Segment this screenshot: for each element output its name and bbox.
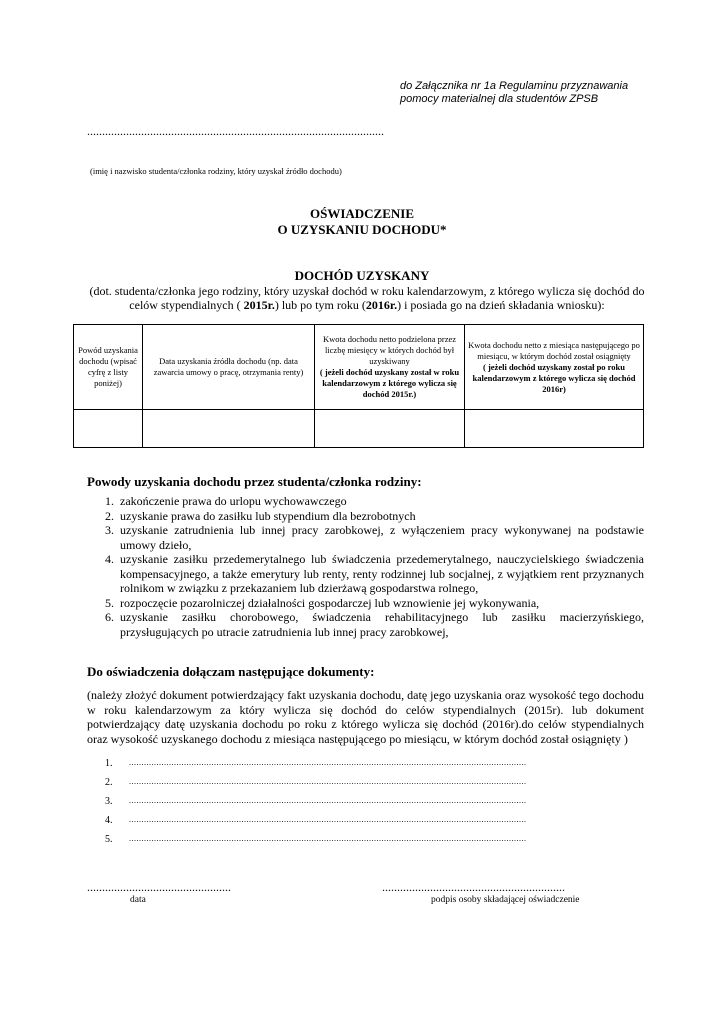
name-field-dots[interactable]: ................................................................................................... — [87, 124, 384, 138]
signature-label: podpis osoby składającej oświadczenie — [431, 895, 580, 905]
date-field-dots[interactable]: ................................................ — [87, 880, 231, 894]
reason-number: 3. — [105, 523, 114, 537]
documents-heading: Do oświadczenia dołączam następujące dokumenty: — [87, 664, 375, 679]
header-amount-2016-text: Kwota dochodu netto z miesiąca następującego po miesiącu, w którym dochód został osiągnięty — [468, 339, 640, 361]
reasons-heading: Powody uzyskania dochodu przez studenta/członka rodziny: — [87, 474, 422, 489]
reason-item — [87, 494, 644, 509]
reason-text: uzyskanie prawa do zasiłku lub stypendium dla bezrobotnych — [120, 508, 416, 523]
document-line-dots[interactable]: ............................................................................................................................................................... — [129, 777, 527, 786]
document-line-number: 3. — [105, 796, 113, 807]
reason-text: uzyskanie zasiłku chorobowego, świadczenia rehabilitacyjnego lub zasiłku macierzyńskiego, przysługujących po utracie zatrudnienia lub innej pracy zarobkowej, — [120, 610, 644, 639]
header-amount-2016 — [465, 325, 644, 410]
income-description-part3: ) i posiada go na dzień składania wniosku): — [397, 298, 605, 312]
header-date: Data uzyskania źródła dochodu (np. data zawarcia umowy o pracę, otrzymania renty) — [143, 325, 315, 410]
reason-text: uzyskanie zasiłku przedemerytalnego lub świadczenia przedemerytalnego, nauczycielskiego świadczenia kompensacyjnego, a także emerytury lub renty, renty rodzinnej lub socjalnej, z wyjątkiem rent przyznanych rolnikom w związku z przekazaniem lub dzierżawą gospodarstwa rolnego, — [120, 552, 644, 595]
document-title-line2: O UZYSKANIU DOCHODU* — [277, 222, 447, 237]
entry-date-cell[interactable] — [143, 410, 315, 448]
document-line-2[interactable] — [105, 777, 527, 788]
header-amount-2016-note: ( jeżeli dochód uzyskany został po roku kalendarzowym z którego wylicza się dochód 2016r) — [472, 361, 636, 394]
document-line-number: 2. — [105, 777, 113, 788]
reason-item — [87, 596, 644, 611]
reason-item — [87, 552, 644, 596]
document-line-number: 4. — [105, 815, 113, 826]
reason-number: 1. — [105, 494, 114, 508]
reason-text: rozpoczęcie pozarolniczej działalności gospodarczej lub wznowienie jej wykonywania, — [120, 595, 540, 610]
document-line-dots[interactable]: ............................................................................................................................................................... — [129, 758, 527, 767]
document-title-line1: OŚWIADCZENIE — [309, 206, 415, 221]
name-field-caption: (imię i nazwisko studenta/członka rodziny, który uzyskał źródło dochodu) — [90, 166, 342, 176]
date-label: data — [130, 895, 146, 905]
header-reason: Powód uzyskania dochodu (wpisać cyfrę z listy poniżej) — [74, 325, 143, 410]
reason-item — [87, 610, 644, 639]
income-table-entry-row — [74, 410, 644, 448]
reason-text: zakończenie prawa do urlopu wychowawczego — [120, 494, 347, 508]
document-line-dots[interactable]: ............................................................................................................................................................... — [129, 815, 527, 824]
document-line-number: 1. — [105, 758, 113, 769]
reason-number: 4. — [105, 552, 114, 566]
document-title — [0, 206, 724, 238]
document-line-number: 5. — [105, 834, 113, 845]
income-description-part1: (dot. studenta/członka jego rodziny, który uzyskał dochód w roku kalendarzowym, z którego wylicza się dochód do celów stypendialnych ( — [89, 284, 645, 312]
entry-reason-cell[interactable] — [74, 410, 143, 448]
reason-item — [87, 509, 644, 524]
document-line-1[interactable] — [105, 758, 527, 769]
header-amount-2015 — [315, 325, 465, 410]
income-year-2016: 2016r. — [365, 298, 398, 312]
attachment-note — [400, 80, 628, 106]
signature-field-dots[interactable]: ............................................................. — [382, 880, 565, 894]
entry-amount-2015-cell[interactable] — [315, 410, 465, 448]
entry-amount-2016-cell[interactable] — [465, 410, 644, 448]
document-line-3[interactable] — [105, 796, 527, 807]
reason-text: uzyskanie zatrudnienia lub innej pracy zarobkowej, z wyłączeniem pracy wykonywanej na podstawie umowy dzieło, — [120, 523, 644, 552]
document-line-4[interactable] — [105, 815, 527, 826]
reason-number: 6. — [105, 610, 114, 624]
attachment-note-line2: pomocy materialnej dla studentów ZPSB — [400, 93, 599, 105]
reason-number: 5. — [105, 595, 114, 610]
header-amount-2015-text: Kwota dochodu netto podzielona przez liczbę miesięcy w których dochód był uzyskiwany — [322, 334, 457, 366]
reasons-list — [87, 494, 644, 639]
income-description — [87, 284, 647, 312]
documents-description: (należy złożyć dokument potwierdzający fakt uzyskania dochodu, datę jego uzyskania oraz wysokość tego dochodu w roku kalendarzowym za który wylicza się dochód do celów stypendialnych (2015r). lub dokument potwierdzający datę uzyskania dochodu po roku z którego wylicza się dochód (2016r).do celów stypendialnych oraz wysokość uzyskanego dochodu z miesiąca następującego po miesiącu, w którym dochód został osiągnięty ) — [87, 688, 644, 746]
income-table-header-row — [74, 325, 644, 410]
reason-item — [87, 523, 644, 552]
document-line-5[interactable] — [105, 834, 527, 845]
document-line-dots[interactable]: ............................................................................................................................................................... — [129, 796, 527, 805]
document-line-dots[interactable]: ............................................................................................................................................................... — [129, 834, 527, 843]
header-amount-2015-note: ( jeżeli dochód uzyskany został w roku kalendarzowym z którego wylicza się dochód 2015r.) — [319, 367, 460, 399]
reason-number: 2. — [105, 508, 114, 523]
income-description-part2: ) lub po tym roku ( — [274, 298, 366, 312]
income-heading: DOCHÓD UZYSKANY — [294, 268, 430, 283]
income-year-2015: 2015r. — [243, 298, 275, 312]
attachment-note-line1: do Załącznika nr 1a Regulaminu przyznawania — [400, 80, 629, 92]
income-table — [73, 324, 644, 448]
